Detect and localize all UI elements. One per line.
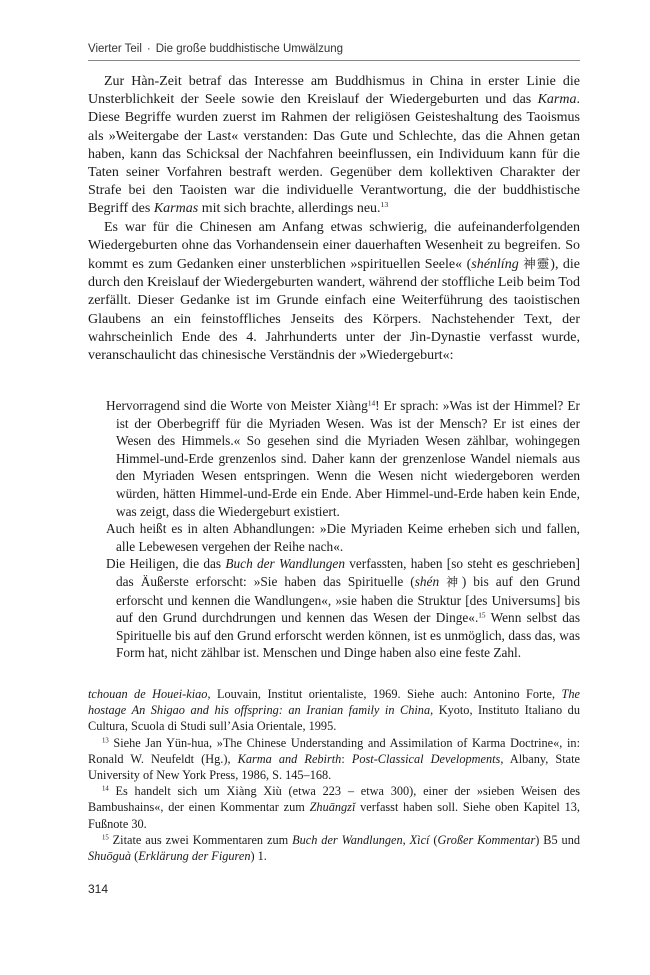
header-chapter: Die große buddhistische Umwälzung [155,43,344,55]
citation-title: Post-Classical Developments [351,751,501,766]
text-run: ( [429,832,438,847]
text-run: verfasst haben soll. Siehe oben Kapitel 13, Fußnote 30. [88,800,580,831]
text-run: ) bis auf den Grund erforscht und kennen die Wandlungen«, »sie haben die Struktur [des Universums] bis auf den Grund durchdrungen und kennen das Wesen der Dinge«. [116,573,580,626]
citation-title: Großer Kommentar [437,832,536,847]
text-run: ), die durch den Kreislauf der Wiedergeburten wandert, während der stoffliche Leib beim Tod zerfällt. Dieser Gedanke ist im Grunde einfach eine Weiterführung des taoistischen Glaubens an ein feinstoffliches Jenseits des Körpers. Nachstehender Text, der wahrscheinlich Ende des 4. Jahrhunderts unter der Jìn-Dynastie verfasst wurde, veranschaulicht das chinesische Verständnis der »Wiedergeburt«: [88,257,581,364]
text-run: mit sich brachte, allerdings neu. [198,201,381,217]
term-karmas: Karmas [153,201,199,217]
text-run: , Louvain, Institut orientaliste, 1969. Siehe auch: Antonino Forte, [207,687,562,701]
text-run: , Kyoto, Instituto Italiano du Cultura, Scuola di Studi sull’Asia Orientale, 1995. [88,703,580,734]
footnote-number: 15 [102,834,109,842]
page-number: 314 [88,882,109,896]
text-run: Wenn selbst das Spirituelle bis auf den Grund erforscht werden können, ist es unmöglich, dass das, was Form hat, nicht zählbar ist. Menschen und Dinge haben also eine feste Zahl. [116,610,580,661]
text-run: Siehe Jan Yün-hua, »The Chinese Understanding and Assimilation of Karma Doctrine«, in: Ronald W. Neufeldt (Hg.), [88,735,580,766]
text-run: : [341,751,352,766]
running-header [88,43,580,55]
text-run: verfassten, haben [so steht es geschrieben] das Äußerste erforscht: »Sie haben das Spirituelle ( [116,556,580,589]
footnote-ref-14[interactable]: 14 [367,398,376,408]
citation-title: The hostage An Shigao and his offspring: an Iranian family in China [88,687,580,718]
text-run: Die Heiligen, die das [106,556,226,572]
text-run: ( [131,849,139,864]
quote-paragraph-1 [106,397,580,520]
main-text [88,73,580,365]
quote-paragraph-3 [106,555,580,662]
footnote-number: 13 [102,737,109,745]
cjk-shen: 神 [446,574,462,589]
text-run: Es war für die Chinesen am Anfang etwas schwierig, die aufeinanderfolgenden Wiedergeburten ohne das Vorhandensein einer dauerhaften Wesenheit zu begreifen. So kommt es zum Gedanken einer unsterblichen »spirituellen Seele« ( [88,219,580,273]
footnote-14 [88,783,580,832]
title-buch-der-wandlungen: Buch der Wandlungen [225,556,345,572]
term-shenling: shénlíng [471,257,519,273]
text-run: ) B5 und [535,832,580,847]
quote-paragraph-2: Auch heißt es in alten Abhandlungen: »Die Myriaden Keime erheben sich und fallen, alle Lebewesen vergehen der Reihe nach«. [106,521,580,554]
text-run: ) 1. [250,849,267,864]
header-separator: · [146,43,151,55]
term-karma: Karma [537,92,577,108]
cjk-shenling: 神靈 [523,256,551,272]
citation-title: Karma and Rebirth [237,751,342,766]
text-run: . Diese Begriffe wurden zuerst im Rahmen der religiösen Geisteshaltung des Taoismus als »Weitergabe der Last« verstanden: Das Gute und Schlechte, das die Ahnen getan haben, kann das Schicksal der Nachfahren beeinflussen, ein Individuum kann für die Taten seiner Vorfahren bestraft werden. Gegenüber dem kollektiven Charakter der Strafe bei den Taoisten war die individuelle Verantwortung, die der buddhistische Begriff des [88,92,580,217]
term-shen: shén [414,573,440,589]
text-run: Zitate aus zwei Kommentaren zum [108,832,293,847]
citation-title: Buch der Wandlungen [292,832,403,847]
footnote-ref-15[interactable]: 15 [478,610,486,620]
header-part: Vierter Teil [88,43,142,55]
text-run: Zur Hàn-Zeit betraf das Interesse am Buddhismus in China in erster Linie die Unsterblichkeit der Seele sowie den Kreislauf der Wiedergeburten und das [88,74,580,108]
footnote-13 [88,735,580,784]
text-run: , [402,832,410,847]
footnote-ref-13[interactable]: 13 [380,200,389,210]
text-run: , Albany, State University of New York Press, 1986, S. 145–168. [88,751,580,783]
paragraph-1 [88,73,580,219]
citation-title: Zhuāngzǐ [309,800,356,815]
citation-title: tchouan de Houei-kiao [88,687,208,701]
footnote-15 [88,832,580,864]
citation-title: Shuōguà [88,849,132,864]
citation-title: Erklärung der Figuren [138,849,251,864]
header-rule [88,60,580,61]
citation-title: Xìcí [409,832,430,847]
footnotes [88,686,580,864]
footnote-number: 14 [102,785,109,793]
footnote-12-continued [88,686,580,735]
block-quote [106,397,580,662]
text-run: ! Er sprach: »Was ist der Himmel? Er ist der Oberbegriff für die Myriaden Wesen. Was ist der Mensch? Er ist eines der Wesen des Himmels.« So gesehen sind die Myriaden Wesen zählbar, wohingegen Himmel-und-Erde grenzenlos sind. Daher kann der grenzenlose Wandel niemals aus den Myriaden Wesen entspringen. Wenn die Wesen nicht wiedergeboren werden würden, hätten Himmel-und-Erde ein Ende. Aber Himmel-und-Erde haben kein Ende, was zeigt, dass die Wiedergeburt existiert. [116,398,580,519]
paragraph-2 [88,219,580,366]
text-run: Hervorragend sind die Worte von Meister Xiàng [106,398,368,413]
text-run: Es handelt sich um Xiàng Xiù (etwa 223 – etwa 300), einer der »sieben Weisen des Bambushains«, der einen Kommentar zum [88,784,580,815]
